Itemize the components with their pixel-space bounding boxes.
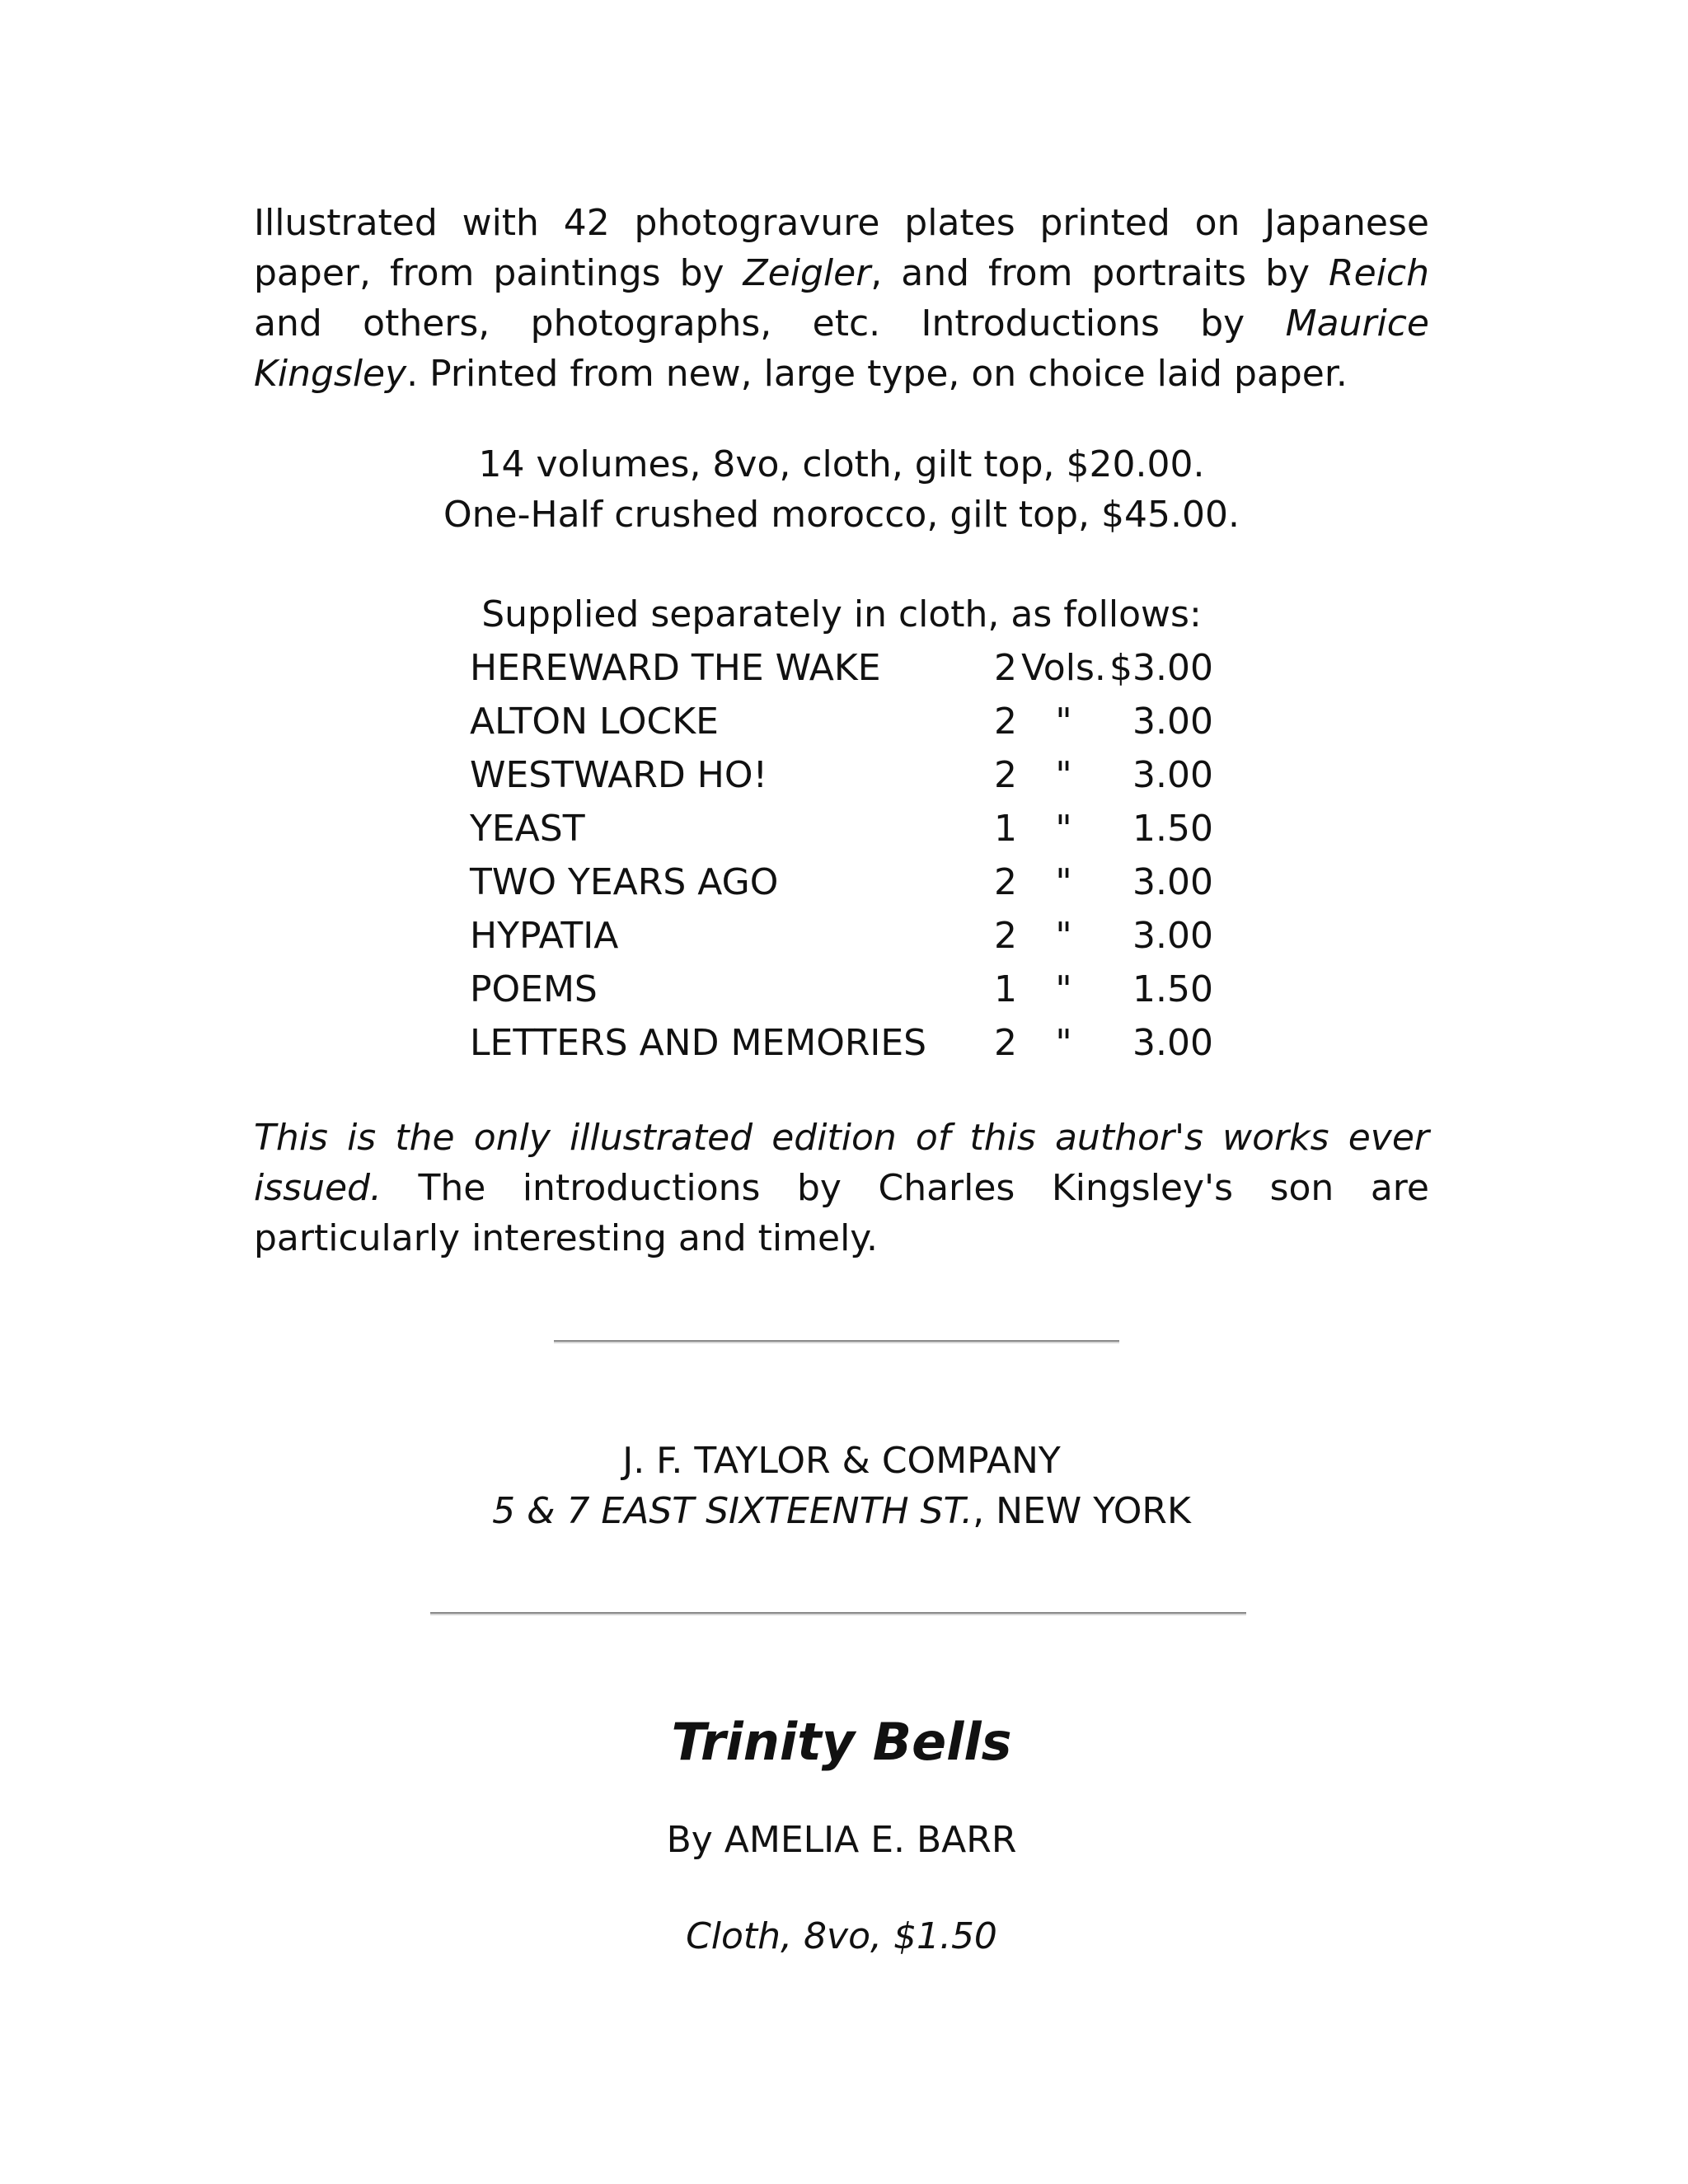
closing-text: particularly interesting and timely.	[254, 1217, 879, 1259]
volume-unit: "	[1055, 861, 1072, 903]
intro-line-1	[254, 198, 1429, 248]
portraitist-name: Reich	[1329, 252, 1429, 294]
volume-unit: "	[1055, 808, 1072, 850]
divider-rule	[554, 1340, 1119, 1343]
intro-text: . Printed from new, large type, on choice laid paper.	[406, 353, 1348, 395]
volume-price: 3.00	[1132, 915, 1213, 957]
intro-line-4	[254, 349, 1429, 399]
cloth-price: 14 volumes, 8vo, cloth, gilt top, $20.00.	[478, 443, 1205, 485]
intro-text: Illustrated with 42 photogravure plates printed on Japanese	[254, 202, 1429, 244]
volume-row	[470, 909, 1213, 963]
book-price	[254, 1911, 1429, 1961]
publisher-address	[254, 1486, 1429, 1536]
volume-count: 2	[994, 861, 1017, 903]
divider-rule	[430, 1612, 1246, 1615]
volume-price: 1.50	[1132, 968, 1213, 1010]
volume-unit: "	[1055, 754, 1072, 796]
volume-count: 2	[994, 915, 1017, 957]
volume-title: HYPATIA	[470, 915, 619, 957]
volume-row	[470, 802, 1213, 855]
volume-price: 3.00	[1132, 861, 1213, 903]
volume-count: 2	[994, 647, 1017, 689]
volume-unit: "	[1055, 968, 1072, 1010]
volume-price: 3.00	[1132, 754, 1213, 796]
volume-row	[470, 748, 1213, 802]
volume-price: 3.00	[1132, 1022, 1213, 1064]
book-price-text: Cloth, 8vo, $1.50	[686, 1915, 997, 1957]
closing-italic-text: issued.	[254, 1167, 382, 1209]
morocco-price: One-Half crushed morocco, gilt top, $45.00.	[443, 494, 1240, 536]
set-prices	[254, 439, 1429, 540]
kingsley-advertisement	[254, 198, 1429, 1263]
volume-count: 1	[994, 808, 1017, 850]
volume-count: 2	[994, 754, 1017, 796]
volume-row	[470, 695, 1213, 748]
painter-name: Zeigler	[743, 252, 871, 294]
supplied-heading: Supplied separately in cloth, as follows:	[481, 593, 1202, 635]
volume-price: $3.00	[1109, 647, 1213, 689]
intro-text: paper, from paintings by	[254, 252, 743, 294]
volume-row	[470, 855, 1213, 909]
volume-unit: "	[1055, 701, 1072, 743]
intro-line-3	[254, 298, 1429, 349]
volume-unit: "	[1055, 915, 1072, 957]
publisher-city: , NEW YORK	[973, 1490, 1191, 1532]
trinity-bells-advertisement	[254, 1709, 1429, 1961]
volume-row	[470, 641, 1213, 695]
closing-italic-text: This is the only illustrated edition of this author's works ever	[254, 1117, 1429, 1159]
volume-title: WESTWARD HO!	[470, 754, 768, 796]
intro-paragraph	[254, 198, 1429, 399]
volume-price: 3.00	[1132, 701, 1213, 743]
volume-count: 2	[994, 1022, 1017, 1064]
volume-row	[470, 1016, 1213, 1070]
volume-count: 2	[994, 701, 1017, 743]
volume-count: 1	[994, 968, 1017, 1010]
introducer-last-name: Kingsley	[254, 353, 407, 395]
book-author: By AMELIA E. BARR	[666, 1819, 1017, 1861]
closing-text: The introductions by Charles Kingsley's son are	[381, 1167, 1429, 1209]
introducer-first-name: Maurice	[1285, 302, 1429, 344]
volume-title: YEAST	[470, 808, 585, 850]
volume-title: LETTERS AND MEMORIES	[470, 1022, 927, 1064]
publisher-street: 5 & 7 EAST SIXTEENTH ST.	[492, 1490, 973, 1532]
intro-line-2	[254, 248, 1429, 298]
closing-line-3	[254, 1213, 1429, 1263]
volumes-table-body	[470, 641, 1213, 1070]
closing-line-2	[254, 1163, 1429, 1213]
volume-row	[470, 963, 1213, 1016]
closing-paragraph	[254, 1113, 1429, 1263]
publisher-block	[254, 1436, 1429, 1536]
intro-text: and others, photographs, etc. Introductions by	[254, 302, 1286, 344]
closing-line-1	[254, 1113, 1429, 1163]
book-title: Trinity Bells	[671, 1712, 1012, 1772]
volumes-table	[470, 641, 1213, 1070]
volume-price: 1.50	[1132, 808, 1213, 850]
volume-title: HEREWARD THE WAKE	[470, 647, 881, 689]
volume-title: POEMS	[470, 968, 598, 1010]
publisher-name: J. F. TAYLOR & COMPANY	[622, 1440, 1061, 1482]
volume-unit: Vols.	[1021, 647, 1106, 689]
volume-unit: "	[1055, 1022, 1072, 1064]
volume-title: TWO YEARS AGO	[470, 861, 779, 903]
intro-text: , and from portraits by	[870, 252, 1329, 294]
volume-title: ALTON LOCKE	[470, 701, 719, 743]
